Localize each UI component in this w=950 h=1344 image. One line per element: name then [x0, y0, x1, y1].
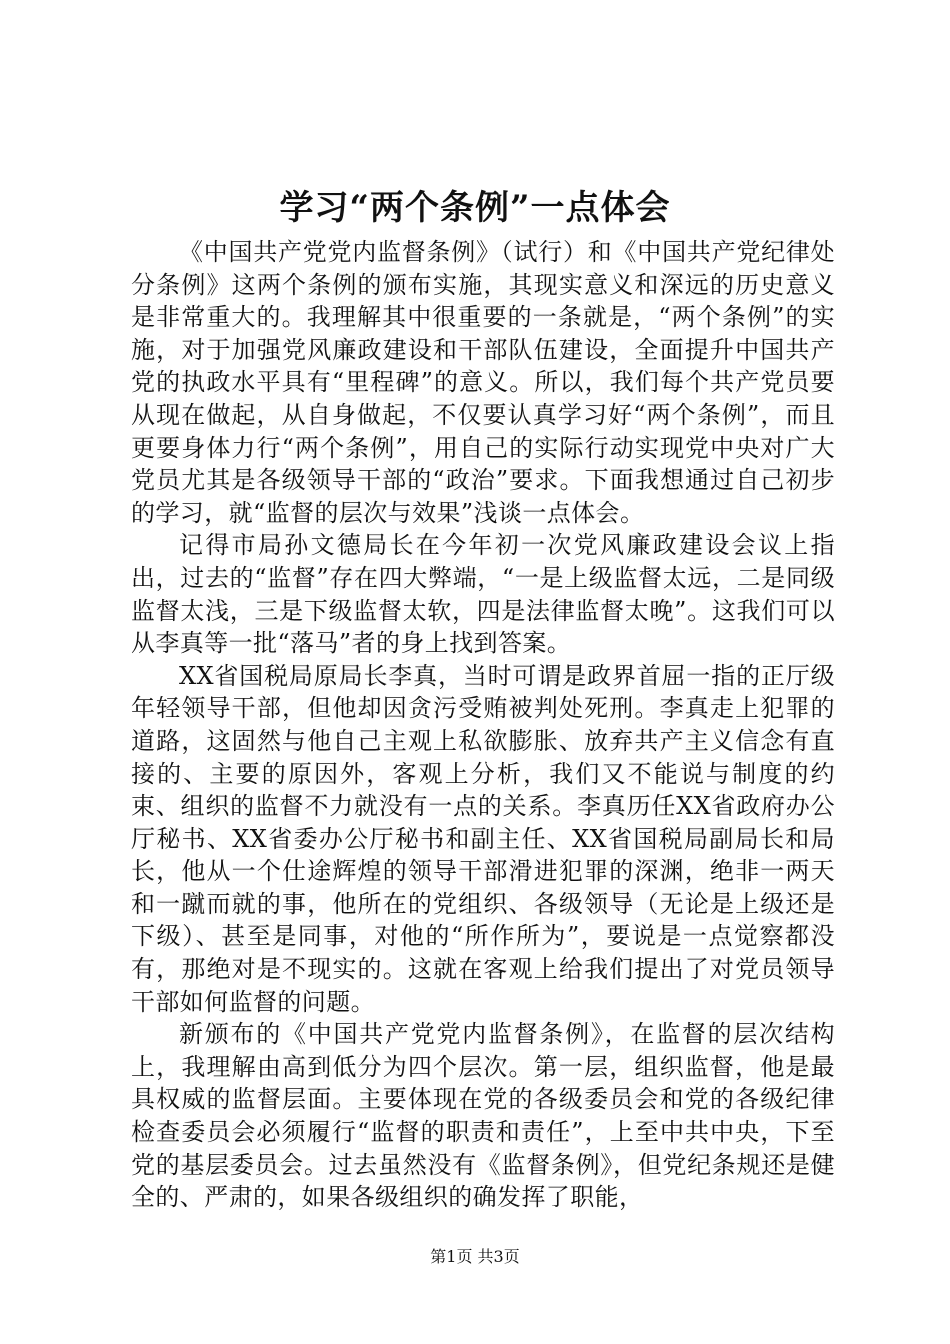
document-body — [131, 236, 835, 1214]
paragraph-3: XX省国税局原局长李真，当时可谓是政界首屈一指的正厅级年轻领导干部，但他却因贪污受贿被判处死刑。李真走上犯罪的道路，这固然与他自己主观上私欲膨胀、放弃共产主义信念有直接的、主要的原因外，客观上分析，我们又不能说与制度的约束、组织的监督不力就没有一点的关系。李真历任XX省政府办公厅秘书、XX省委办公厅秘书和副主任、XX省国税局副局长和局长，他从一个仕途辉煌的领导干部滑进犯罪的深渊，绝非一两天和一蹴而就的事，他所在的党组织、各级领导（无论是上级还是下级）、甚至是同事，对他的“所作所为”，要说是一点觉察都没有，那绝对是不现实的。这就在客观上给我们提出了对党员领导干部如何监督的问题。 — [131, 661, 835, 1016]
page-footer: 第1页 共3页 — [430, 1247, 520, 1266]
paragraph-4: 新颁布的《中国共产党党内监督条例》，在监督的层次结构上，我理解由高到低分为四个层次。第一层，组织监督，他是最具权威的监督层面。主要体现在党的各级委员会和党的各级纪律检查委员会必须履行“监督的职责和责任”，上至中共中央，下至党的基层委员会。过去虽然没有《监督条例》，但党纪条规还是健全的、严肃的，如果各级组织的确发挥了职能， — [131, 1020, 835, 1212]
paragraph-1: 《中国共产党党内监督条例》（试行）和《中国共产党纪律处分条例》这两个条例的颁布实施，其现实意义和深远的历史意义是非常重大的。我理解其中很重要的一条就是，“两个条例”的实施，对于加强党风廉政建设和干部队伍建设，全面提升中国共产党的执政水平具有“里程碑”的意义。所以，我们每个共产党员要从现在做起，从自身做起，不仅要认真学习好“两个条例”，而且更要身体力行“两个条例”，用自己的实际行动实现党中央对广大党员尤其是各级领导干部的“政治”要求。下面我想通过自己初步的学习，就“监督的层次与效果”浅谈一点体会。 — [131, 238, 835, 527]
paragraph-2: 记得市局孙文德局长在今年初一次党风廉政建设会议上指出，过去的“监督”存在四大弊端，“一是上级监督太远，二是同级监督太浅，三是下级监督太软，四是法律监督太晚”。这我们可以从李真等一批“落马”者的身上找到答案。 — [131, 531, 835, 658]
document-title: 学习“两个条例”一点体会 — [279, 188, 671, 228]
